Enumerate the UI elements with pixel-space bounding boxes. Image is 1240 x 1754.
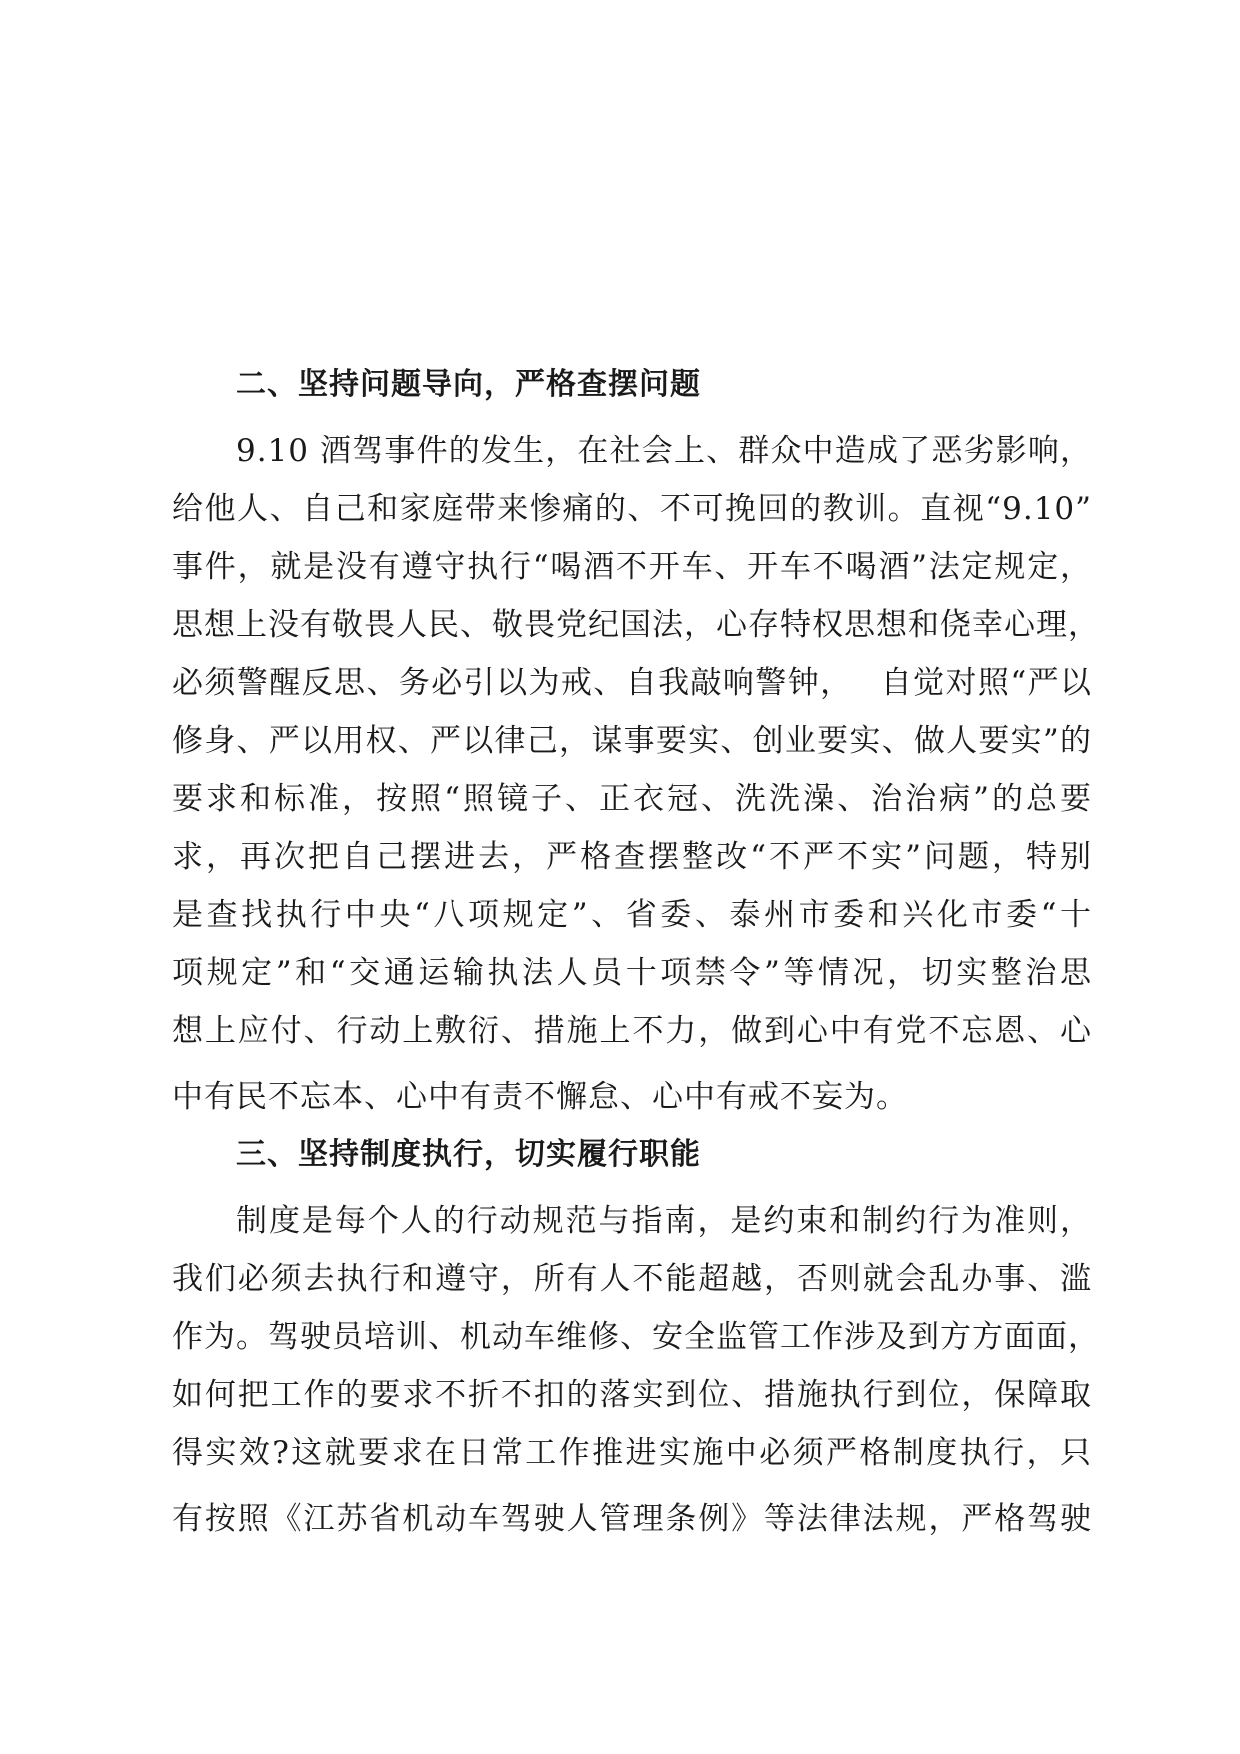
text-line: 是查找执行中央“八项规定”、省委、泰州市委和兴化市委“十: [172, 897, 1092, 933]
text-line: 想上应付、行动上敷衍、措施上不力，做到心中有党不忘恩、心: [172, 1013, 1092, 1049]
text-line: 事件，就是没有遵守执行“喝酒不开车、开车不喝酒”法定规定，: [172, 549, 1092, 585]
text-line: 修身、严以用权、严以律己，谋事要实、创业要实、做人要实”的: [172, 723, 1092, 759]
text-line: 中有民不忘本、心中有责不懈怠、心中有戒不妄为。: [172, 1079, 908, 1115]
text-line: 求，再次把自己摆进去，严格查摆整改“不严不实”问题，特别: [172, 839, 1092, 875]
text-line: 作为。驾驶员培训、机动车维修、安全监管工作涉及到方方面面，: [172, 1319, 1100, 1355]
text-line: 9.10 酒驾事件的发生，在社会上、群众中造成了恶劣影响，: [236, 433, 1092, 469]
text-line: 必须警醒反思、务必引以为戒、自我敲响警钟， 自觉对照“严以: [172, 665, 1092, 701]
text-line: 给他人、自己和家庭带来惨痛的、不可挽回的教训。直视“9.10”: [172, 491, 1092, 527]
document-body: [172, 356, 1100, 1548]
text-line: 有按照《江苏省机动车驾驶人管理条例》等法律法规，严格驾驶: [172, 1501, 1092, 1537]
section-heading: 三、坚持制度执行，切实履行职能: [236, 1137, 701, 1172]
text-line: 制度是每个人的行动规范与指南，是约束和制约行为准则，: [236, 1203, 1092, 1239]
text-line: 如何把工作的要求不折不扣的落实到位、措施执行到位，保障取: [172, 1377, 1092, 1413]
text-line: 要求和标准，按照“照镜子、正衣冠、洗洗澡、治治病”的总要: [172, 781, 1092, 817]
section-heading: 二、坚持问题导向，严格查摆问题: [236, 367, 701, 402]
text-line: 得实效?这就要求在日常工作推进实施中必须严格制度执行，只: [172, 1435, 1092, 1471]
text-line: 我们必须去执行和遵守，所有人不能超越，否则就会乱办事、滥: [172, 1261, 1092, 1297]
paragraph: [172, 422, 1100, 1126]
text-line: 项规定”和“交通运输执法人员十项禁令”等情况，切实整治思: [172, 955, 1092, 991]
text-line: 思想上没有敬畏人民、敬畏党纪国法，心存特权思想和侥幸心理，: [172, 607, 1100, 643]
paragraph: [172, 1192, 1100, 1548]
